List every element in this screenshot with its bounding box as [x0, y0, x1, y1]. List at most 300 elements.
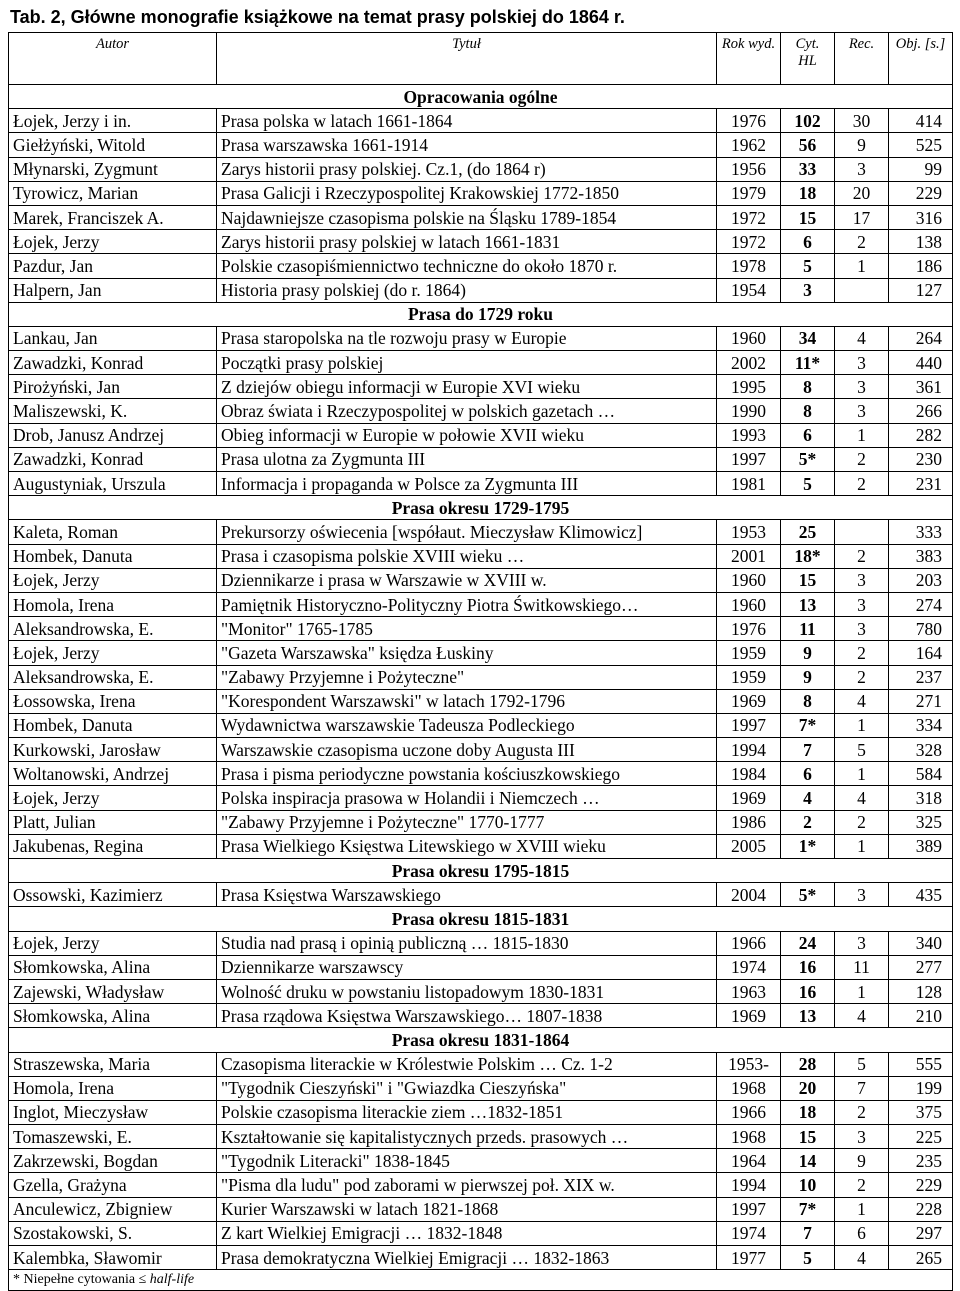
cell-title: Zarys historii prasy polskiej. Cz.1, (do 1864 r): [217, 157, 717, 181]
monographs-table: [8, 32, 953, 1291]
cell-obj: 328: [889, 738, 953, 762]
cell-rec: 4: [835, 1004, 889, 1028]
cell-author: Kaleta, Roman: [9, 520, 217, 544]
cell-obj: 297: [889, 1221, 953, 1245]
cell-title: Pamiętnik Historyczno-Polityczny Piotra Świtkowskiego…: [217, 592, 717, 616]
table-row: [9, 375, 953, 399]
table-row: [9, 713, 953, 737]
cell-obj: 274: [889, 592, 953, 616]
section-title: Prasa do 1729 roku: [9, 302, 953, 326]
table-row: [9, 1052, 953, 1076]
cell-author: Pazdur, Jan: [9, 254, 217, 278]
table-row: [9, 399, 953, 423]
cell-year: 1976: [717, 617, 781, 641]
section-header-row: [9, 907, 953, 931]
cell-rec: [835, 520, 889, 544]
cell-cyt: 7: [781, 738, 835, 762]
cell-cyt: 20: [781, 1076, 835, 1100]
cell-rec: 5: [835, 738, 889, 762]
cell-author: Zawadzki, Konrad: [9, 351, 217, 375]
cell-obj: 334: [889, 713, 953, 737]
cell-cyt: 7*: [781, 1197, 835, 1221]
cell-obj: 282: [889, 423, 953, 447]
cell-title: Prasa ulotna za Zygmunta III: [217, 447, 717, 471]
cell-rec: 3: [835, 931, 889, 955]
cell-cyt: 5: [781, 254, 835, 278]
header-rec: Rec.: [835, 33, 889, 85]
cell-rec: 5: [835, 1052, 889, 1076]
table-row: [9, 592, 953, 616]
cell-cyt: 7: [781, 1221, 835, 1245]
cell-rec: 9: [835, 133, 889, 157]
cell-author: Gzella, Grażyna: [9, 1173, 217, 1197]
cell-year: 1960: [717, 326, 781, 350]
cell-author: Łojek, Jerzy: [9, 931, 217, 955]
cell-author: Inglot, Mieczysław: [9, 1100, 217, 1124]
cell-obj: 414: [889, 109, 953, 133]
cell-author: Tyrowicz, Marian: [9, 181, 217, 205]
cell-author: Ossowski, Kazimierz: [9, 883, 217, 907]
cell-rec: 2: [835, 447, 889, 471]
cell-cyt: 6: [781, 762, 835, 786]
cell-cyt: 5: [781, 472, 835, 496]
section-header-row: [9, 302, 953, 326]
cell-cyt: 2: [781, 810, 835, 834]
cell-year: 1962: [717, 133, 781, 157]
cell-title: "Gazeta Warszawska" księdza Łuskiny: [217, 641, 717, 665]
cell-rec: 3: [835, 399, 889, 423]
cell-year: 1997: [717, 713, 781, 737]
section-title: Opracowania ogólne: [9, 85, 953, 109]
cell-cyt: 5: [781, 1246, 835, 1270]
table-row: [9, 1125, 953, 1149]
cell-rec: 3: [835, 1125, 889, 1149]
cell-year: 1994: [717, 738, 781, 762]
cell-year: 1976: [717, 109, 781, 133]
cell-author: Marek, Franciszek A.: [9, 205, 217, 229]
table-row: [9, 254, 953, 278]
cell-author: Łojek, Jerzy: [9, 786, 217, 810]
cell-author: Hombek, Danuta: [9, 544, 217, 568]
table-row: [9, 157, 953, 181]
table-row: [9, 133, 953, 157]
cell-author: Aleksandrowska, E.: [9, 617, 217, 641]
cell-year: 1953: [717, 520, 781, 544]
cell-title: Kurier Warszawski w latach 1821-1868: [217, 1197, 717, 1221]
cell-title: Studia nad prasą i opinią publiczną … 1815-1830: [217, 931, 717, 955]
cell-title: Wolność druku w powstaniu listopadowym 1830-1831: [217, 979, 717, 1003]
cell-year: 1972: [717, 230, 781, 254]
cell-title: "Monitor" 1765-1785: [217, 617, 717, 641]
cell-rec: 11: [835, 955, 889, 979]
cell-year: 1968: [717, 1125, 781, 1149]
cell-title: Prasa warszawska 1661-1914: [217, 133, 717, 157]
cell-author: Słomkowska, Alina: [9, 1004, 217, 1028]
cell-rec: 3: [835, 883, 889, 907]
cell-cyt: 8: [781, 689, 835, 713]
cell-cyt: 34: [781, 326, 835, 350]
table-row: [9, 1149, 953, 1173]
table-row: [9, 1100, 953, 1124]
cell-cyt: 13: [781, 592, 835, 616]
cell-rec: 2: [835, 230, 889, 254]
cell-year: 1974: [717, 1221, 781, 1245]
cell-rec: 3: [835, 157, 889, 181]
cell-title: "Tygodnik Literacki" 1838-1845: [217, 1149, 717, 1173]
cell-title: Prasa polska w latach 1661-1864: [217, 109, 717, 133]
cell-title: Dziennikarze warszawscy: [217, 955, 717, 979]
cell-obj: 277: [889, 955, 953, 979]
cell-cyt: 9: [781, 641, 835, 665]
table-row: [9, 205, 953, 229]
cell-obj: 361: [889, 375, 953, 399]
table-row: [9, 641, 953, 665]
table-row: [9, 810, 953, 834]
cell-title: Z kart Wielkiej Emigracji … 1832-1848: [217, 1221, 717, 1245]
cell-author: Drob, Janusz Andrzej: [9, 423, 217, 447]
cell-author: Homola, Irena: [9, 592, 217, 616]
cell-title: "Korespondent Warszawski" w latach 1792-1796: [217, 689, 717, 713]
cell-obj: 265: [889, 1246, 953, 1270]
cell-obj: 186: [889, 254, 953, 278]
cell-rec: 3: [835, 568, 889, 592]
cell-cyt: 9: [781, 665, 835, 689]
cell-title: Z dziejów obiegu informacji w Europie XVI wieku: [217, 375, 717, 399]
cell-author: Anculewicz, Zbigniew: [9, 1197, 217, 1221]
cell-title: Obraz świata i Rzeczypospolitej w polskich gazetach …: [217, 399, 717, 423]
document-page: [8, 2, 952, 1291]
table-row: [9, 689, 953, 713]
cell-author: Słomkowska, Alina: [9, 955, 217, 979]
table-row: [9, 568, 953, 592]
cell-title: Polska inspiracja prasowa w Holandii i Niemczech …: [217, 786, 717, 810]
cell-title: Prasa rządowa Księstwa Warszawskiego… 1807-1838: [217, 1004, 717, 1028]
cell-cyt: 4: [781, 786, 835, 810]
cell-title: Prasa i pisma periodyczne powstania kościuszkowskiego: [217, 762, 717, 786]
cell-cyt: 33: [781, 157, 835, 181]
cell-obj: 138: [889, 230, 953, 254]
cell-rec: 2: [835, 641, 889, 665]
table-row: [9, 931, 953, 955]
cell-title: Zarys historii prasy polskiej w latach 1661-1831: [217, 230, 717, 254]
table-row: [9, 1173, 953, 1197]
cell-cyt: 14: [781, 1149, 835, 1173]
table-row: [9, 979, 953, 1003]
cell-obj: 266: [889, 399, 953, 423]
table-row: [9, 544, 953, 568]
cell-rec: 1: [835, 834, 889, 858]
cell-author: Platt, Julian: [9, 810, 217, 834]
cell-obj: 333: [889, 520, 953, 544]
cell-title: Początki prasy polskiej: [217, 351, 717, 375]
cell-rec: 4: [835, 326, 889, 350]
cell-author: Tomaszewski, E.: [9, 1125, 217, 1149]
cell-author: Giełżyński, Witold: [9, 133, 217, 157]
cell-obj: 584: [889, 762, 953, 786]
cell-rec: 1: [835, 423, 889, 447]
cell-cyt: 11*: [781, 351, 835, 375]
cell-cyt: 25: [781, 520, 835, 544]
cell-author: Woltanowski, Andrzej: [9, 762, 217, 786]
cell-rec: 9: [835, 1149, 889, 1173]
cell-title: "Zabawy Przyjemne i Pożyteczne": [217, 665, 717, 689]
cell-author: Zakrzewski, Bogdan: [9, 1149, 217, 1173]
cell-year: 1979: [717, 181, 781, 205]
cell-title: Prasa staropolska na tle rozwoju prasy w Europie: [217, 326, 717, 350]
header-title: Tytuł: [217, 33, 717, 85]
cell-year: 1956: [717, 157, 781, 181]
cell-author: Łojek, Jerzy: [9, 230, 217, 254]
cell-author: Młynarski, Zygmunt: [9, 157, 217, 181]
cell-obj: 780: [889, 617, 953, 641]
cell-obj: 389: [889, 834, 953, 858]
cell-title: Prasa demokratyczna Wielkiej Emigracji … 1832-1863: [217, 1246, 717, 1270]
table-row: [9, 326, 953, 350]
cell-rec: 6: [835, 1221, 889, 1245]
footnote: [9, 1270, 953, 1291]
section-title: Prasa okresu 1729-1795: [9, 496, 953, 520]
section-header-row: [9, 496, 953, 520]
cell-year: 1963: [717, 979, 781, 1003]
cell-year: 1984: [717, 762, 781, 786]
cell-rec: 7: [835, 1076, 889, 1100]
cell-year: 1953-: [717, 1052, 781, 1076]
header-author: Autor: [9, 33, 217, 85]
header-cyt: Cyt. HL: [781, 33, 835, 85]
cell-author: Szostakowski, S.: [9, 1221, 217, 1245]
cell-year: 2002: [717, 351, 781, 375]
section-header-row: [9, 85, 953, 109]
cell-year: 1959: [717, 665, 781, 689]
table-row: [9, 423, 953, 447]
cell-title: "Zabawy Przyjemne i Pożyteczne" 1770-1777: [217, 810, 717, 834]
cell-cyt: 8: [781, 399, 835, 423]
cell-year: 1977: [717, 1246, 781, 1270]
header-year: Rok wyd.: [717, 33, 781, 85]
cell-cyt: 15: [781, 1125, 835, 1149]
table-body: [9, 85, 953, 1270]
table-row: [9, 230, 953, 254]
cell-cyt: 16: [781, 979, 835, 1003]
cell-obj: 229: [889, 1173, 953, 1197]
cell-year: 1974: [717, 955, 781, 979]
footnote-text: * Niepełne cytowania ≤: [13, 1272, 150, 1288]
cell-obj: 199: [889, 1076, 953, 1100]
cell-obj: 99: [889, 157, 953, 181]
cell-year: 1969: [717, 689, 781, 713]
table-row: [9, 738, 953, 762]
cell-cyt: 6: [781, 230, 835, 254]
cell-cyt: 3: [781, 278, 835, 302]
section-header-row: [9, 1028, 953, 1052]
cell-cyt: 18*: [781, 544, 835, 568]
cell-obj: 164: [889, 641, 953, 665]
cell-author: Halpern, Jan: [9, 278, 217, 302]
cell-cyt: 102: [781, 109, 835, 133]
cell-obj: 225: [889, 1125, 953, 1149]
cell-obj: 318: [889, 786, 953, 810]
cell-year: 1954: [717, 278, 781, 302]
cell-cyt: 13: [781, 1004, 835, 1028]
cell-cyt: 10: [781, 1173, 835, 1197]
cell-rec: 4: [835, 786, 889, 810]
cell-obj: 264: [889, 326, 953, 350]
cell-cyt: 5*: [781, 447, 835, 471]
cell-author: Zajewski, Władysław: [9, 979, 217, 1003]
cell-year: 1966: [717, 931, 781, 955]
cell-obj: 271: [889, 689, 953, 713]
cell-obj: 231: [889, 472, 953, 496]
cell-year: 1959: [717, 641, 781, 665]
table-row: [9, 278, 953, 302]
cell-title: "Tygodnik Cieszyński" i "Gwiazdka Cieszyńska": [217, 1076, 717, 1100]
table-row: [9, 955, 953, 979]
table-row: [9, 472, 953, 496]
cell-year: 1964: [717, 1149, 781, 1173]
table-row: [9, 1197, 953, 1221]
section-header-row: [9, 859, 953, 883]
cell-year: 2005: [717, 834, 781, 858]
cell-year: 1986: [717, 810, 781, 834]
cell-obj: 325: [889, 810, 953, 834]
cell-year: 1972: [717, 205, 781, 229]
footnote-italic: half-life: [149, 1272, 195, 1288]
cell-author: Jakubenas, Regina: [9, 834, 217, 858]
cell-title: Dziennikarze i prasa w Warszawie w XVIII w.: [217, 568, 717, 592]
section-title: Prasa okresu 1815-1831: [9, 907, 953, 931]
section-title: Prasa okresu 1831-1864: [9, 1028, 953, 1052]
cell-title: Czasopisma literackie w Królestwie Polskim … Cz. 1-2: [217, 1052, 717, 1076]
cell-cyt: 18: [781, 1100, 835, 1124]
cell-obj: 435: [889, 883, 953, 907]
cell-year: 1960: [717, 592, 781, 616]
cell-year: 1993: [717, 423, 781, 447]
cell-title: Warszawskie czasopisma uczone doby Augusta III: [217, 738, 717, 762]
cell-author: Aleksandrowska, E.: [9, 665, 217, 689]
cell-rec: 2: [835, 472, 889, 496]
cell-year: 1995: [717, 375, 781, 399]
cell-rec: 2: [835, 544, 889, 568]
cell-title: Prekursorzy oświecenia [współaut. Mieczysław Klimowicz]: [217, 520, 717, 544]
table-row: [9, 447, 953, 471]
cell-year: 1981: [717, 472, 781, 496]
cell-obj: 316: [889, 205, 953, 229]
table-row: [9, 1246, 953, 1270]
cell-cyt: 1*: [781, 834, 835, 858]
cell-year: 1966: [717, 1100, 781, 1124]
cell-title: Najdawniejsze czasopisma polskie na Śląsku 1789-1854: [217, 205, 717, 229]
cell-obj: 127: [889, 278, 953, 302]
cell-rec: 3: [835, 592, 889, 616]
cell-cyt: 5*: [781, 883, 835, 907]
cell-title: Obieg informacji w Europie w połowie XVII wieku: [217, 423, 717, 447]
cell-obj: 235: [889, 1149, 953, 1173]
cell-author: Łojek, Jerzy: [9, 641, 217, 665]
cell-rec: 2: [835, 1173, 889, 1197]
cell-rec: 3: [835, 351, 889, 375]
cell-obj: 237: [889, 665, 953, 689]
cell-year: 1994: [717, 1173, 781, 1197]
cell-author: Lankau, Jan: [9, 326, 217, 350]
cell-rec: 2: [835, 1100, 889, 1124]
cell-title: Kształtowanie się kapitalistycznych przeds. prasowych …: [217, 1125, 717, 1149]
cell-rec: 17: [835, 205, 889, 229]
cell-obj: 228: [889, 1197, 953, 1221]
cell-year: 1968: [717, 1076, 781, 1100]
table-row: [9, 834, 953, 858]
cell-cyt: 6: [781, 423, 835, 447]
cell-obj: 229: [889, 181, 953, 205]
cell-rec: 1: [835, 1197, 889, 1221]
table-row: [9, 1004, 953, 1028]
cell-year: 1997: [717, 447, 781, 471]
header-row: [9, 33, 953, 85]
cell-obj: 525: [889, 133, 953, 157]
table-row: [9, 1076, 953, 1100]
header-obj: Obj. [s.]: [889, 33, 953, 85]
cell-obj: 383: [889, 544, 953, 568]
table-row: [9, 181, 953, 205]
table-row: [9, 786, 953, 810]
cell-title: Prasa Galicji i Rzeczypospolitej Krakowskiej 1772-1850: [217, 181, 717, 205]
cell-author: Homola, Irena: [9, 1076, 217, 1100]
cell-cyt: 15: [781, 568, 835, 592]
cell-title: Polskie czasopisma literackie ziem …1832-1851: [217, 1100, 717, 1124]
cell-cyt: 28: [781, 1052, 835, 1076]
cell-obj: 440: [889, 351, 953, 375]
cell-rec: 2: [835, 810, 889, 834]
cell-obj: 128: [889, 979, 953, 1003]
cell-title: Prasa Księstwa Warszawskiego: [217, 883, 717, 907]
cell-cyt: 15: [781, 205, 835, 229]
cell-author: Łojek, Jerzy i in.: [9, 109, 217, 133]
table-row: [9, 351, 953, 375]
cell-author: Zawadzki, Konrad: [9, 447, 217, 471]
cell-year: 1960: [717, 568, 781, 592]
cell-year: 1969: [717, 1004, 781, 1028]
table-row: [9, 1221, 953, 1245]
cell-rec: 2: [835, 665, 889, 689]
cell-author: Augustyniak, Urszula: [9, 472, 217, 496]
cell-rec: 4: [835, 689, 889, 713]
cell-cyt: 11: [781, 617, 835, 641]
cell-cyt: 8: [781, 375, 835, 399]
cell-rec: [835, 278, 889, 302]
cell-cyt: 24: [781, 931, 835, 955]
cell-author: Kalembka, Sławomir: [9, 1246, 217, 1270]
cell-title: Prasa Wielkiego Księstwa Litewskiego w XVIII wieku: [217, 834, 717, 858]
cell-title: Prasa i czasopisma polskie XVIII wieku …: [217, 544, 717, 568]
cell-title: Wydawnictwa warszawskie Tadeusza Podleckiego: [217, 713, 717, 737]
table-row: [9, 762, 953, 786]
cell-year: 2004: [717, 883, 781, 907]
cell-author: Straszewska, Maria: [9, 1052, 217, 1076]
cell-rec: 3: [835, 617, 889, 641]
cell-year: 1990: [717, 399, 781, 423]
cell-cyt: 7*: [781, 713, 835, 737]
cell-author: Pirożyński, Jan: [9, 375, 217, 399]
cell-title: Informacja i propaganda w Polsce za Zygmunta III: [217, 472, 717, 496]
table-title: Tab. 2, Główne monografie książkowe na temat prasy polskiej do 1864 r.: [10, 7, 625, 27]
table-row: [9, 883, 953, 907]
cell-author: Maliszewski, K.: [9, 399, 217, 423]
cell-year: 1978: [717, 254, 781, 278]
section-title: Prasa okresu 1795-1815: [9, 859, 953, 883]
cell-obj: 555: [889, 1052, 953, 1076]
cell-obj: 210: [889, 1004, 953, 1028]
cell-author: Łojek, Jerzy: [9, 568, 217, 592]
cell-cyt: 16: [781, 955, 835, 979]
